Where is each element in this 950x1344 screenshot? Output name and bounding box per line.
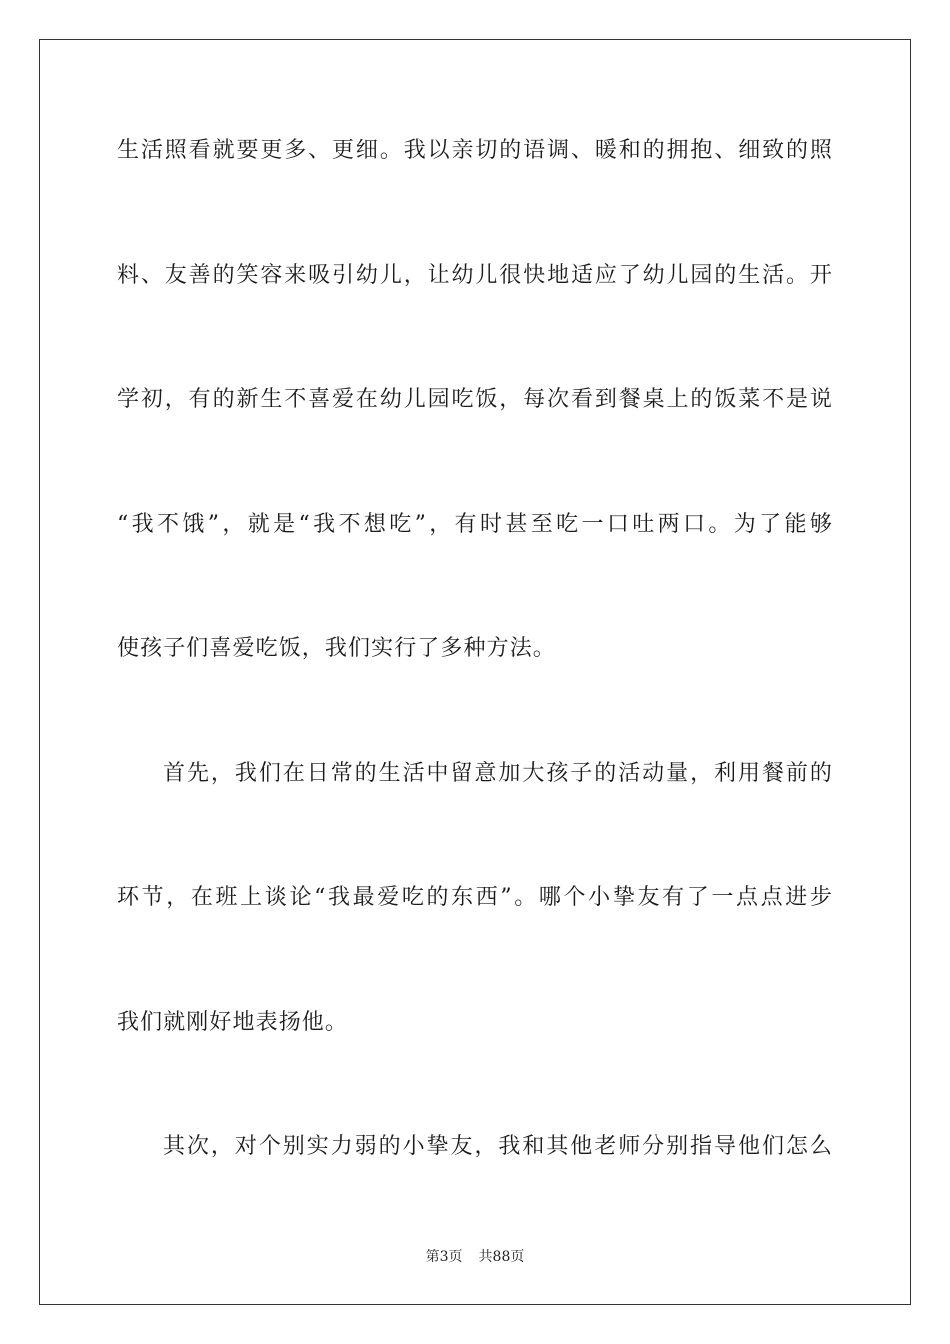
page-border [39, 39, 911, 1305]
text-line: 生活照看就要更多、更细。我以亲切的语调、暖和的拥抱、细致的照 [117, 138, 833, 163]
text-line: 我们就刚好地表扬他。 [117, 1010, 349, 1035]
text-line: “我不饿”，就是“我不想吃”，有时甚至吃一口吐两口。为了能够 [117, 512, 833, 537]
paragraph-first-line: 首先，我们在日常的生活中留意加大孩子的活动量，利用餐前的 [163, 761, 833, 786]
page-number: 第3页 [425, 1249, 463, 1265]
page-footer [0, 1248, 950, 1266]
text-line: 料、友善的笑容来吸引幼儿，让幼儿很快地适应了幼儿园的生活。开 [117, 263, 833, 288]
text-line: 环节，在班上谈论“我最爱吃的东西”。哪个小挚友有了一点点进步 [117, 885, 833, 910]
text-line: 学初，有的新生不喜爱在幼儿园吃饭，每次看到餐桌上的饭菜不是说 [117, 387, 833, 412]
paragraph-first-line: 其次，对个别实力弱的小挚友，我和其他老师分别指导他们怎么 [163, 1134, 833, 1159]
total-pages: 共88页 [478, 1249, 525, 1265]
text-line: 使孩子们喜爱吃饭，我们实行了多种方法。 [117, 636, 556, 661]
